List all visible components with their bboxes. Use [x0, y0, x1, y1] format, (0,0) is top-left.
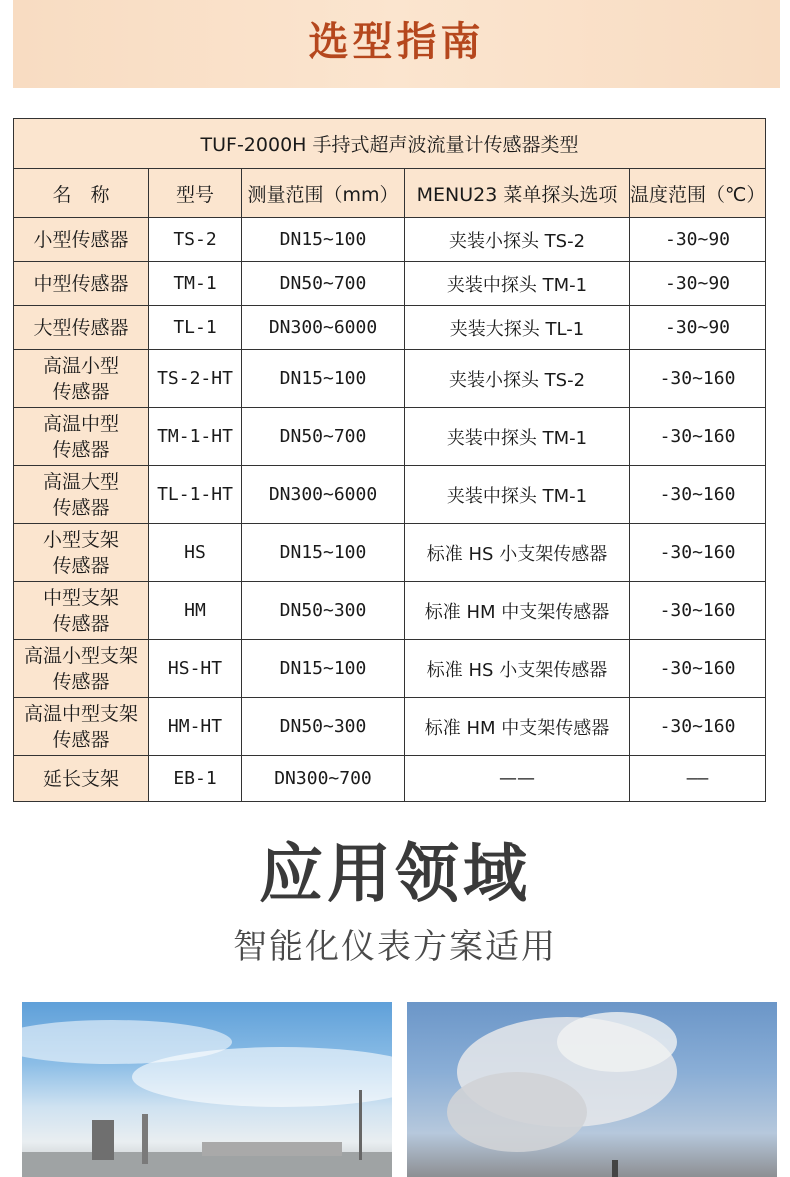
cell-name-line1: 高温小型 [42, 354, 119, 377]
banner-title: 选型指南 [308, 19, 485, 65]
cell-menu: 标准 HM 中支架传感器 [405, 582, 630, 640]
industrial-photo-left [22, 1002, 392, 1177]
cell-name-line1: 高温中型 [42, 412, 119, 435]
cell-model: HS [149, 524, 242, 582]
cell-model: TS-2-HT [149, 350, 242, 408]
cell-menu: —— [405, 756, 630, 802]
cell-name-line1: 大型传感器 [33, 316, 129, 339]
section-subtitle: 智能化仪表方案适用 [233, 927, 557, 967]
cell-range: DN15~100 [242, 524, 405, 582]
cell-model: HM [149, 582, 242, 640]
cell-name-line1: 高温小型支架 [23, 644, 138, 667]
table-row [14, 698, 766, 756]
cell-name [14, 306, 149, 350]
cell-name [14, 582, 149, 640]
cell-menu: 标准 HS 小支架传感器 [405, 524, 630, 582]
header-banner [13, 0, 780, 88]
cell-range: DN50~300 [242, 582, 405, 640]
table-row [14, 408, 766, 466]
cell-name-line1: 小型支架 [42, 528, 119, 551]
cell-temp: -30~160 [630, 640, 766, 698]
cell-range: DN50~300 [242, 698, 405, 756]
cell-name-line1: 中型支架 [42, 586, 119, 609]
cell-range: DN50~700 [242, 262, 405, 306]
cell-name [14, 466, 149, 524]
cell-name-line2: 传感器 [52, 496, 110, 519]
cell-name-line2: 传感器 [52, 438, 110, 461]
table-row [14, 756, 766, 802]
cell-name [14, 218, 149, 262]
cell-range: DN15~100 [242, 350, 405, 408]
cell-model: EB-1 [149, 756, 242, 802]
cell-name-line2: 传感器 [52, 554, 110, 577]
cell-temp: -30~90 [630, 306, 766, 350]
cell-range: DN300~700 [242, 756, 405, 802]
cell-temp: -30~160 [630, 350, 766, 408]
cell-temp: -30~160 [630, 408, 766, 466]
cell-temp: -30~160 [630, 466, 766, 524]
cell-name-line2: 传感器 [52, 380, 110, 403]
cell-menu: 夹装大探头 TL-1 [405, 306, 630, 350]
table-row [14, 582, 766, 640]
cell-temp: -30~160 [630, 698, 766, 756]
cell-model: HM-HT [149, 698, 242, 756]
header-temp: 温度范围（℃） [630, 169, 766, 218]
cell-name [14, 350, 149, 408]
cell-menu: 夹装中探头 TM-1 [405, 262, 630, 306]
cell-range: DN15~100 [242, 640, 405, 698]
cell-model: HS-HT [149, 640, 242, 698]
cell-menu: 标准 HS 小支架传感器 [405, 640, 630, 698]
table-row [14, 218, 766, 262]
cell-temp: -30~160 [630, 582, 766, 640]
header-name: 名 称 [14, 169, 149, 218]
table-header-row [14, 169, 766, 218]
cell-menu: 夹装小探头 TS-2 [405, 350, 630, 408]
cell-name [14, 640, 149, 698]
cell-range: DN300~6000 [242, 466, 405, 524]
table-row [14, 466, 766, 524]
cell-menu: 夹装小探头 TS-2 [405, 218, 630, 262]
cell-name [14, 698, 149, 756]
cell-menu: 夹装中探头 TM-1 [405, 408, 630, 466]
cell-name-line2: 传感器 [52, 612, 110, 635]
cell-temp: -30~90 [630, 218, 766, 262]
cell-range: DN50~700 [242, 408, 405, 466]
cell-name [14, 262, 149, 306]
cell-model: TM-1 [149, 262, 242, 306]
table-row [14, 262, 766, 306]
cell-name-line1: 中型传感器 [33, 272, 129, 295]
industrial-photo-right [407, 1002, 777, 1177]
cell-name-line2: 传感器 [52, 670, 110, 693]
cell-name-line1: 高温中型支架 [23, 702, 138, 725]
table-caption: TUF-2000H 手持式超声波流量计传感器类型 [14, 119, 766, 169]
table-row [14, 524, 766, 582]
header-range: 测量范围（mm） [242, 169, 405, 218]
cell-model: TM-1-HT [149, 408, 242, 466]
header-menu: MENU23 菜单探头选项 [405, 169, 630, 218]
cell-temp: —— [630, 756, 766, 802]
cell-model: TL-1-HT [149, 466, 242, 524]
cell-name [14, 408, 149, 466]
cell-temp: -30~160 [630, 524, 766, 582]
cell-menu: 标准 HM 中支架传感器 [405, 698, 630, 756]
cell-name [14, 524, 149, 582]
cell-name-line1: 延长支架 [42, 767, 119, 790]
cell-name [14, 756, 149, 802]
header-model: 型号 [149, 169, 242, 218]
cell-model: TL-1 [149, 306, 242, 350]
sensor-type-table [13, 118, 766, 802]
table-row [14, 640, 766, 698]
cell-name-line1: 小型传感器 [33, 228, 129, 251]
table-row [14, 306, 766, 350]
cell-temp: -30~90 [630, 262, 766, 306]
cell-model: TS-2 [149, 218, 242, 262]
cell-name-line1: 高温大型 [42, 470, 119, 493]
cell-menu: 夹装中探头 TM-1 [405, 466, 630, 524]
table-row [14, 350, 766, 408]
section-title: 应用领域 [259, 837, 531, 912]
cell-range: DN15~100 [242, 218, 405, 262]
cell-name-line2: 传感器 [52, 728, 110, 751]
cell-range: DN300~6000 [242, 306, 405, 350]
